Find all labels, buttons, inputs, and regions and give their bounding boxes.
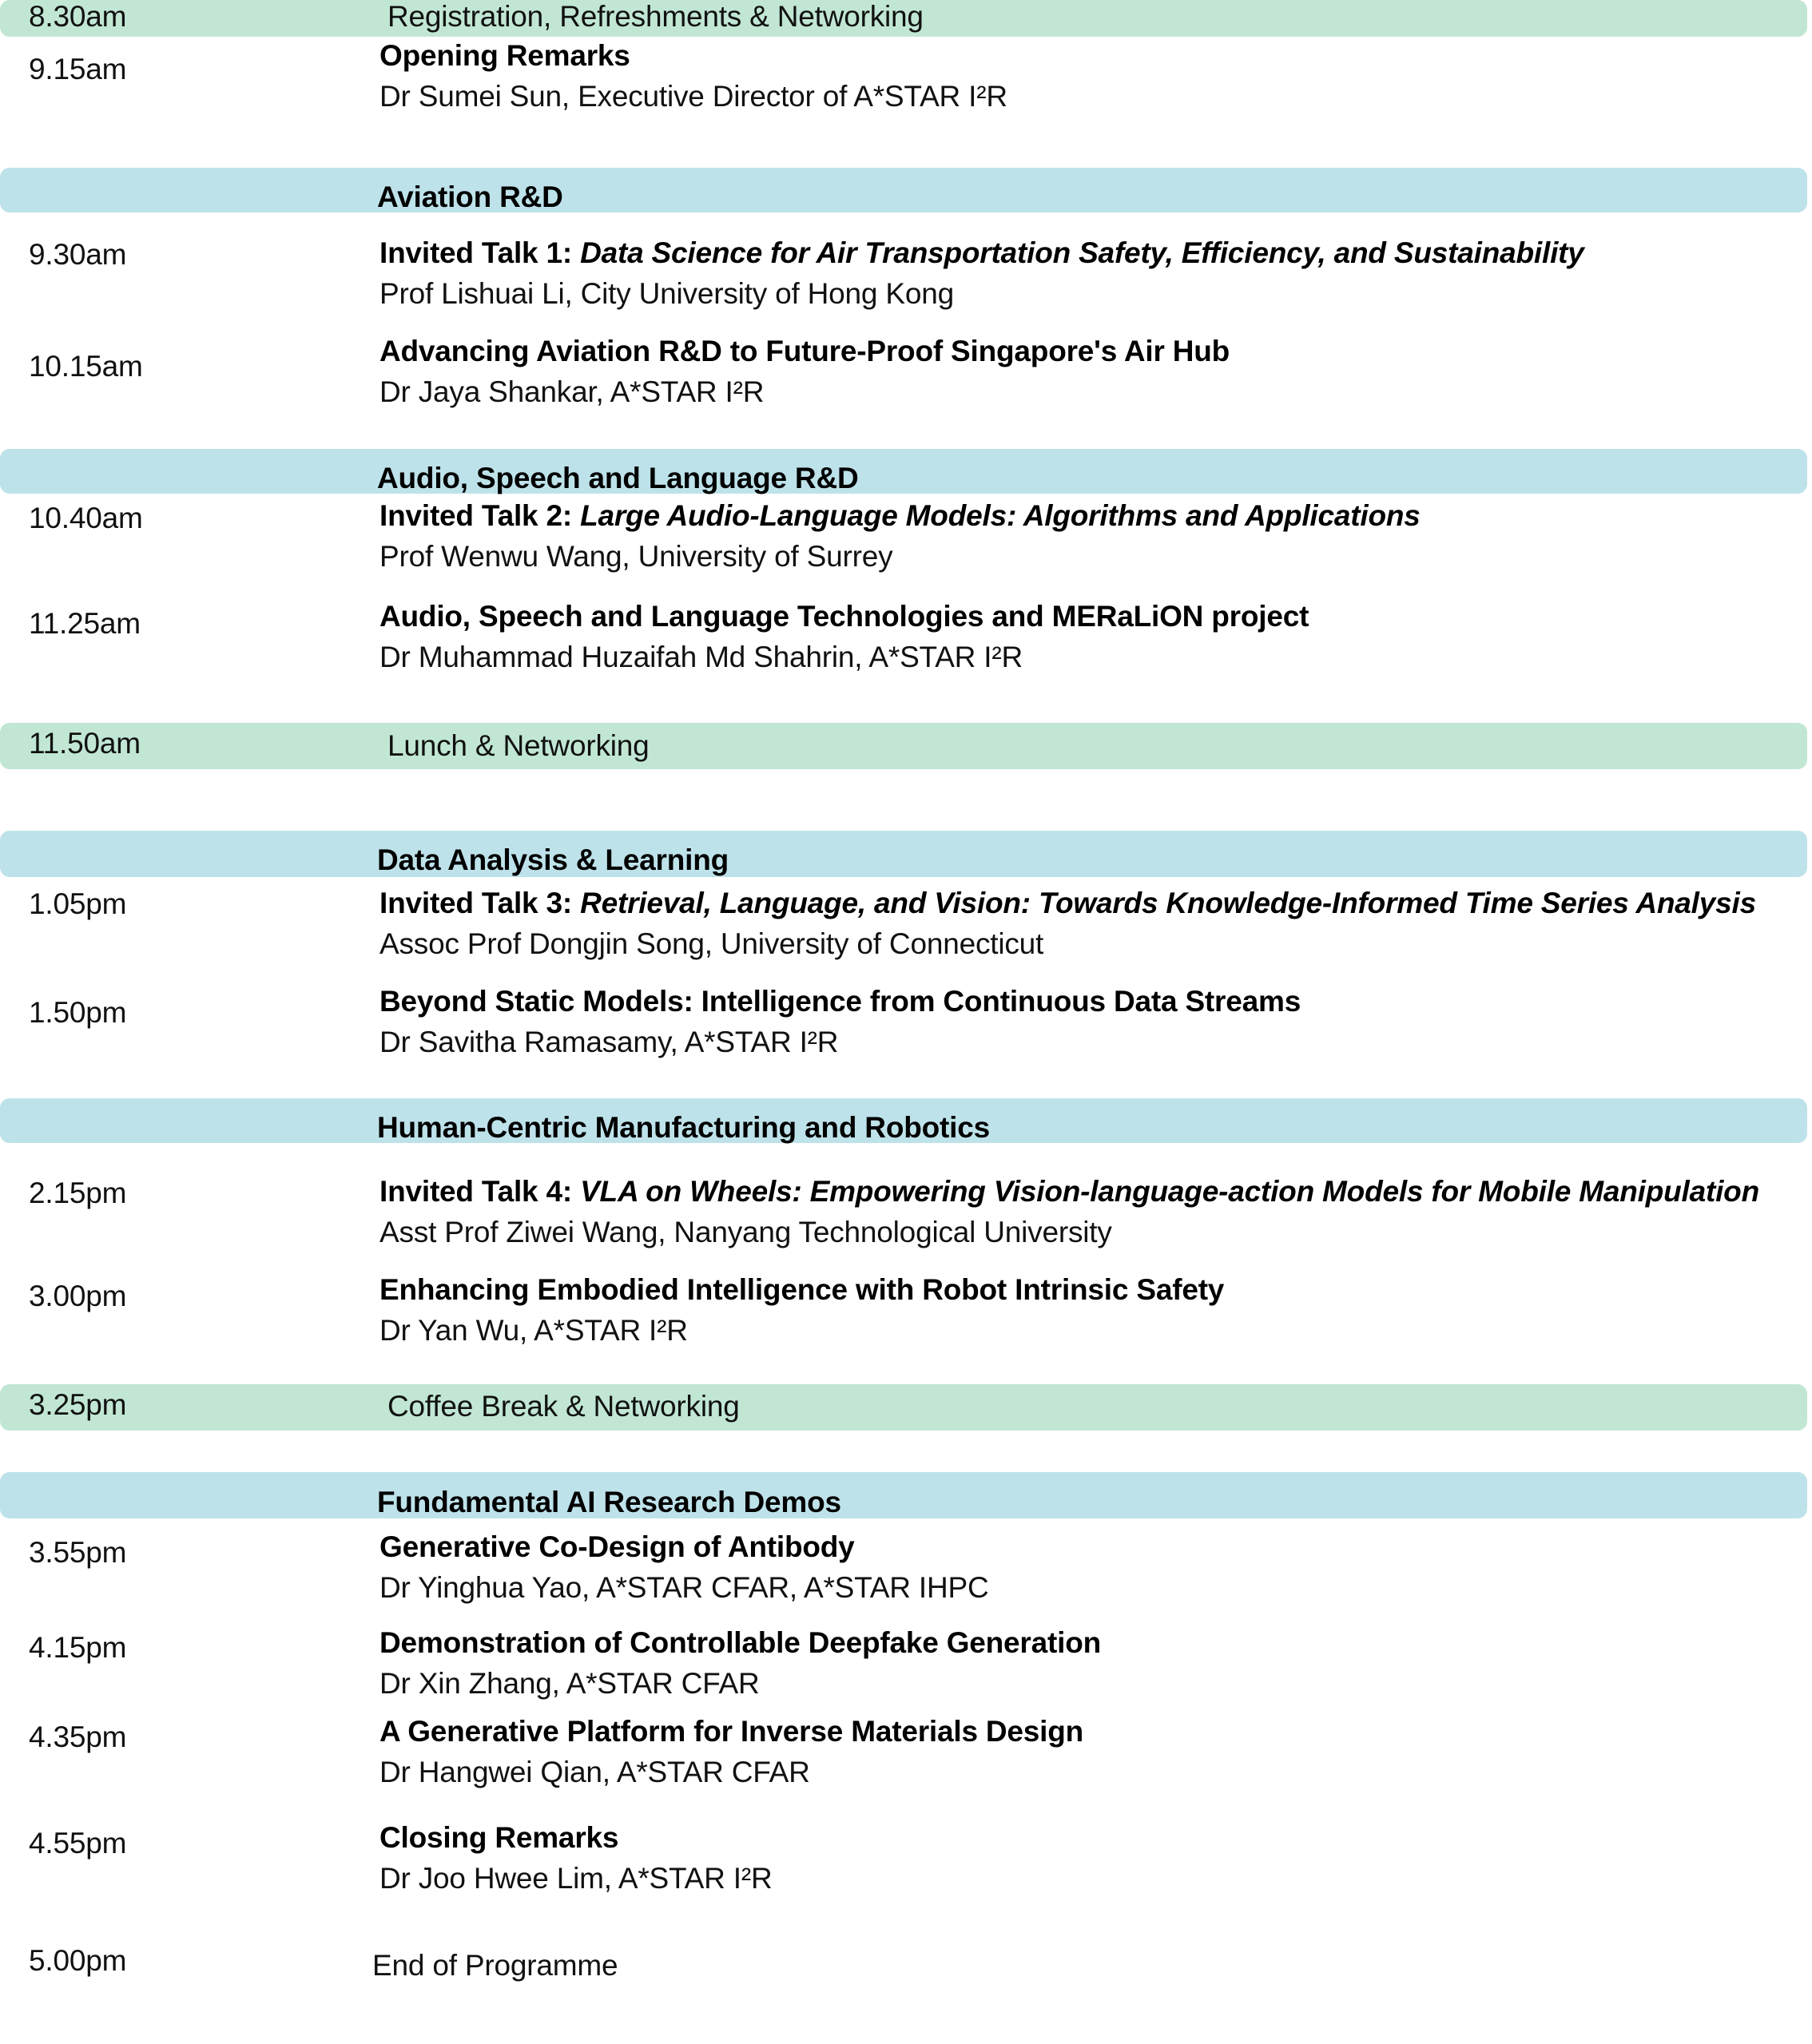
session-entry — [379, 1822, 772, 1895]
session-title — [379, 40, 1007, 73]
session-speaker: Dr Yan Wu, A*STAR I²R — [379, 1313, 688, 1347]
break-label-text: Registration, Refreshments & Networking — [387, 0, 924, 33]
session-speaker: Assoc Prof Dongjin Song, University of Connecticut — [379, 927, 1044, 960]
row-time: 4.15pm — [29, 1631, 127, 1664]
session-title — [379, 986, 1301, 1018]
session-title — [379, 1822, 772, 1855]
session-title — [379, 1176, 1759, 1209]
session-speaker: Dr Jaya Shankar, A*STAR I²R — [379, 375, 765, 408]
session-entry — [379, 887, 1756, 960]
row-time: 3.25pm — [29, 1388, 127, 1421]
section-band — [0, 1472, 1807, 1518]
session-entry — [379, 1176, 1759, 1248]
row-time: 2.15pm — [29, 1177, 127, 1209]
session-speaker: Prof Wenwu Wang, University of Surrey — [379, 539, 893, 573]
session-speaker: Dr Xin Zhang, A*STAR CFAR — [379, 1666, 760, 1700]
end-of-programme-text: End of Programme — [372, 1949, 618, 1982]
session-title-prefix: Invited Talk 3: — [379, 887, 581, 919]
session-title — [379, 887, 1756, 920]
end-of-programme — [372, 1951, 618, 1982]
section-header-text: Audio, Speech and Language R&D — [377, 462, 859, 494]
session-speaker: Prof Lishuai Li, City University of Hong Kong — [379, 276, 955, 310]
session-entry — [379, 1627, 1101, 1700]
break-label — [387, 2, 924, 33]
session-title — [379, 1627, 1101, 1660]
row-time: 3.55pm — [29, 1536, 127, 1569]
section-band — [0, 831, 1807, 877]
section-header — [377, 182, 563, 213]
session-entry — [379, 237, 1584, 310]
row-time: 1.05pm — [29, 887, 127, 920]
session-speaker: Dr Joo Hwee Lim, A*STAR I²R — [379, 1861, 773, 1895]
session-title-prefix: Opening Remarks — [379, 39, 630, 72]
session-entry — [379, 500, 1421, 573]
row-time: 5.00pm — [29, 1944, 127, 1977]
break-label-text: Coffee Break & Networking — [387, 1390, 740, 1423]
section-header-text: Data Analysis & Learning — [377, 843, 729, 876]
row-time: 11.25am — [29, 607, 141, 640]
session-speaker: Dr Hangwei Qian, A*STAR CFAR — [379, 1755, 810, 1788]
session-speaker: Dr Sumei Sun, Executive Director of A*STAR I²R — [379, 79, 1007, 113]
section-header — [377, 1113, 990, 1144]
row-time: 11.50am — [29, 727, 141, 760]
session-title — [379, 335, 1230, 368]
session-entry — [379, 335, 1230, 408]
section-band — [0, 168, 1807, 212]
section-header-text: Aviation R&D — [377, 181, 563, 213]
session-title-emphasis: Data Science for Air Transportation Safety, Efficiency, and Sustainability — [580, 236, 1584, 269]
session-title — [379, 237, 1584, 270]
session-title-prefix: Invited Talk 4: — [379, 1175, 581, 1208]
session-title — [379, 1274, 1224, 1307]
session-title-prefix: Generative Co-Design of Antibody — [379, 1530, 855, 1563]
row-time: 8.30am — [29, 0, 127, 33]
section-header-text: Fundamental AI Research Demos — [377, 1486, 841, 1518]
row-time: 4.55pm — [29, 1827, 127, 1859]
row-time: 10.15am — [29, 350, 143, 383]
session-title — [379, 1716, 1083, 1748]
row-time: 9.30am — [29, 238, 127, 271]
row-time: 3.00pm — [29, 1280, 127, 1312]
session-title-prefix: Invited Talk 2: — [379, 499, 581, 532]
session-title-prefix: Advancing Aviation R&D to Future-Proof Singapore's Air Hub — [379, 335, 1230, 367]
row-time: 9.15am — [29, 53, 127, 85]
break-label-text: Lunch & Networking — [387, 729, 650, 762]
session-title-prefix: Invited Talk 1: — [379, 236, 581, 269]
session-title-prefix: Demonstration of Controllable Deepfake Generation — [379, 1626, 1102, 1659]
row-time: 10.40am — [29, 502, 143, 534]
break-label — [387, 731, 650, 762]
section-header — [377, 463, 859, 494]
break-label — [387, 1391, 740, 1423]
session-title-emphasis: Retrieval, Language, and Vision: Towards Knowledge-Informed Time Series Analysis — [580, 887, 1756, 919]
session-speaker: Asst Prof Ziwei Wang, Nanyang Technological University — [379, 1215, 1112, 1248]
session-entry — [379, 601, 1309, 673]
break-band — [0, 1384, 1807, 1431]
session-speaker: Dr Muhammad Huzaifah Md Shahrin, A*STAR I²R — [379, 640, 1023, 673]
session-title-prefix: Closing Remarks — [379, 1821, 619, 1854]
session-title — [379, 500, 1421, 533]
session-title-prefix: Beyond Static Models: Intelligence from Continuous Data Streams — [379, 985, 1301, 1018]
session-speaker: Dr Yinghua Yao, A*STAR CFAR, A*STAR IHPC — [379, 1570, 989, 1604]
break-band — [0, 723, 1807, 769]
section-header-text: Human-Centric Manufacturing and Robotics — [377, 1111, 990, 1144]
session-entry — [379, 1274, 1224, 1347]
row-time: 1.50pm — [29, 996, 127, 1029]
session-title-emphasis: Large Audio-Language Models: Algorithms and Applications — [580, 499, 1421, 532]
section-band — [0, 449, 1807, 494]
session-title — [379, 1531, 988, 1564]
session-title-prefix: Enhancing Embodied Intelligence with Robot Intrinsic Safety — [379, 1273, 1225, 1306]
session-entry — [379, 1531, 988, 1604]
row-time: 4.35pm — [29, 1721, 127, 1753]
section-header — [377, 845, 729, 876]
session-title-prefix: A Generative Platform for Inverse Materials Design — [379, 1715, 1084, 1748]
session-entry — [379, 40, 1007, 113]
session-title-prefix: Audio, Speech and Language Technologies and MERaLiON project — [379, 600, 1309, 633]
session-speaker: Dr Savitha Ramasamy, A*STAR I²R — [379, 1025, 839, 1058]
session-entry — [379, 986, 1301, 1058]
section-header — [377, 1487, 841, 1518]
session-entry — [379, 1716, 1083, 1788]
session-title-emphasis: VLA on Wheels: Empowering Vision-language-action Models for Mobile Manipulation — [580, 1175, 1759, 1208]
session-title — [379, 601, 1309, 633]
